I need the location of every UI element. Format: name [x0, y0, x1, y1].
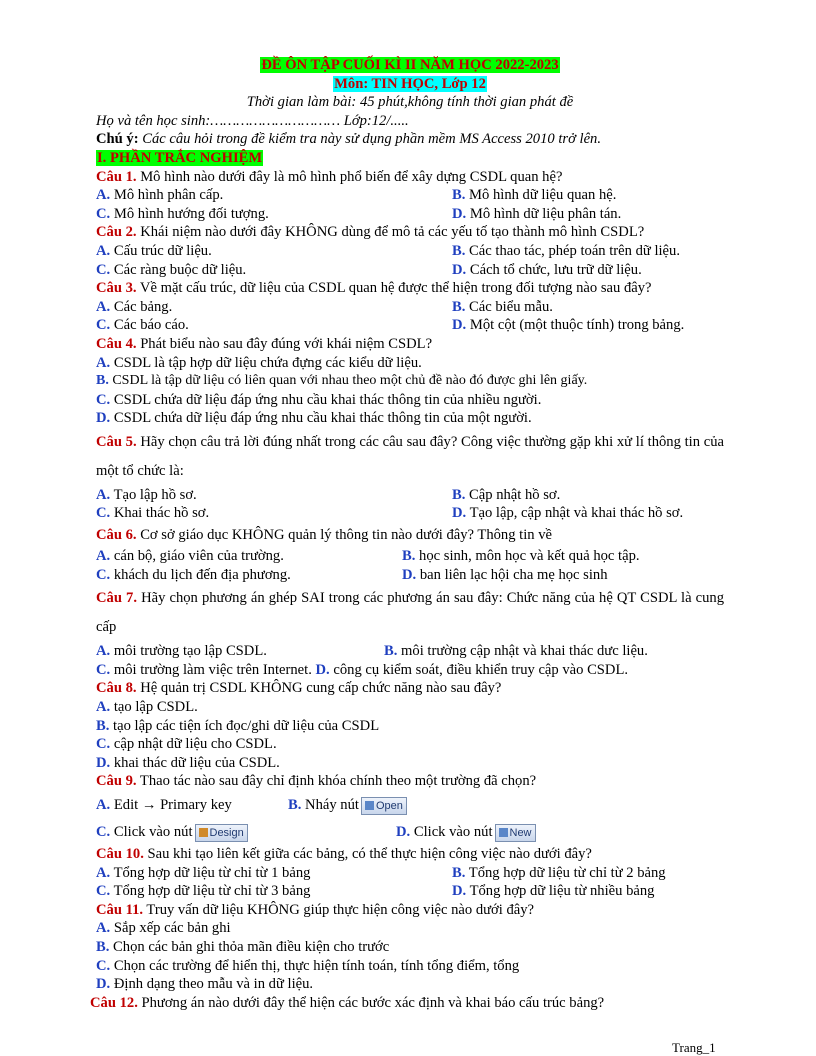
option-label: D. — [452, 205, 467, 222]
new-button-image — [495, 824, 536, 842]
option-label: C. — [96, 505, 111, 522]
open-button-label: Open — [375, 799, 403, 812]
q10-options-cd — [96, 882, 724, 901]
question-number: Câu 2. — [96, 224, 137, 241]
option-label: B. — [402, 548, 416, 565]
option-c: Khai thác hồ sơ. — [113, 505, 210, 522]
design-icon — [199, 828, 208, 837]
option-label: B. — [452, 187, 466, 204]
option-a: Tạo lập hồ sơ. — [113, 486, 197, 503]
option-b: Nháy nút — [305, 797, 359, 813]
question-9 — [96, 772, 724, 791]
note-label: Chú ý: — [96, 131, 139, 148]
q4-option-b — [96, 372, 724, 391]
question-number: Câu 5. — [96, 433, 137, 450]
option-label: D. — [452, 317, 467, 334]
q10-options-ab — [96, 864, 724, 883]
question-text: Hãy chọn phương án ghép SAI trong các phương án sau đây: Chức năng của hệ QT CSDL là cung cấp — [96, 590, 725, 636]
option-a: Tổng hợp dữ liệu từ chỉ từ 1 bảng — [113, 864, 311, 881]
option-d: Định dạng theo mẫu và in dữ liệu. — [113, 976, 314, 993]
option-c: Chọn các trường để hiển thị, thực hiện tính toán, tính tổng điểm, tổng — [113, 957, 520, 974]
option-a: Cấu trúc dữ liệu. — [113, 242, 212, 259]
q11-option-c — [96, 957, 724, 976]
q6-options-ab — [96, 547, 724, 566]
question-number: Câu 8. — [96, 680, 137, 697]
open-button-image — [361, 797, 407, 815]
option-c: cập nhật dữ liệu cho CSDL. — [113, 736, 277, 753]
option-b: Các thao tác, phép toán trên dữ liệu. — [469, 242, 680, 259]
exam-page — [90, 56, 725, 1012]
question-2 — [96, 223, 724, 242]
option-d: công cụ kiểm soát, điều khiển truy cập vào CSDL. — [333, 661, 629, 678]
new-button-label: New — [509, 826, 532, 839]
q2-options-ab — [96, 242, 724, 261]
option-label: D. — [315, 661, 330, 678]
q3-options-cd — [96, 316, 724, 335]
option-d: Một cột (một thuộc tính) trong bảng. — [469, 317, 685, 334]
page-number: Trang_1 — [672, 1040, 716, 1055]
option-label: C. — [96, 661, 111, 678]
option-label: C. — [96, 824, 111, 840]
question-text: Cơ sở giáo dục KHÔNG quản lý thông tin nào dưới đây? Thông tin về — [136, 527, 552, 544]
option-d: Tổng hợp dữ liệu từ nhiều bảng — [469, 883, 655, 900]
question-8 — [96, 679, 724, 698]
option-d: Mô hình dữ liệu phân tán. — [469, 205, 622, 222]
option-c: Các ràng buộc dữ liệu. — [113, 261, 247, 278]
option-label: B. — [452, 298, 466, 315]
option-label: B. — [96, 373, 109, 389]
question-5 — [96, 428, 724, 486]
q11-option-b — [96, 938, 724, 957]
q11-option-d — [96, 975, 724, 994]
exam-time: Thời gian làm bài: 45 phút,không tính thời gian phát đề — [246, 94, 574, 111]
option-label: B. — [452, 864, 466, 881]
q4-option-d — [96, 409, 724, 428]
option-label: C. — [96, 957, 111, 974]
q2-options-cd — [96, 261, 724, 280]
option-b: Cập nhật hồ sơ. — [469, 486, 561, 503]
q4-option-a — [96, 354, 724, 373]
q9-options-ab — [96, 791, 724, 819]
option-a: Các bảng. — [113, 298, 173, 315]
option-label: C. — [96, 736, 111, 753]
option-label: C. — [96, 205, 111, 222]
question-text: Phương án nào dưới đây thể hiện các bước xác định và khai báo cấu trúc bảng? — [137, 994, 605, 1011]
question-number: Câu 3. — [96, 280, 137, 297]
question-number: Câu 1. — [96, 168, 137, 185]
q8-option-d — [96, 754, 724, 773]
option-a: cán bộ, giáo viên của trường. — [113, 548, 284, 565]
exam-title-line — [96, 56, 724, 75]
option-label: D. — [96, 754, 111, 771]
design-button-label: Design — [209, 826, 244, 839]
folder-icon — [365, 801, 374, 810]
option-label: C. — [96, 883, 111, 900]
q7-options-ab — [96, 642, 724, 661]
question-6 — [96, 523, 724, 547]
q7-options-cd — [96, 661, 724, 680]
q6-options-cd — [96, 566, 724, 585]
question-text: Về mặt cấu trúc, dữ liệu của CSDL quan hệ được thể hiện trong đối tượng nào sau đây? — [136, 280, 652, 297]
option-d: Click vào nút — [413, 824, 493, 840]
option-label: B. — [96, 717, 110, 734]
option-b: Tổng hợp dữ liệu từ chỉ từ 2 bảng — [468, 864, 666, 881]
option-label: A. — [96, 298, 111, 315]
option-a: Mô hình phân cấp. — [113, 187, 224, 204]
option-label: C. — [96, 317, 111, 334]
option-b: Mô hình dữ liệu quan hệ. — [469, 187, 617, 204]
option-label: B. — [96, 938, 110, 955]
design-button-image — [195, 824, 248, 842]
option-a: Sắp xếp các bản ghi — [113, 920, 231, 937]
option-label: A. — [96, 354, 111, 371]
question-12 — [90, 994, 724, 1013]
option-b: môi trường cập nhật và khai thác dưc liệu. — [401, 643, 648, 660]
question-3 — [96, 279, 724, 298]
option-label: A. — [96, 548, 111, 565]
question-number: Câu 9. — [96, 773, 137, 790]
option-label: A. — [96, 242, 111, 259]
exam-subject: Môn: TIN HỌC, Lớp 12 — [334, 75, 486, 92]
question-text: Khái niệm nào dưới đây KHÔNG dùng để mô tả các yếu tố tạo thành mô hình CSDL? — [136, 224, 645, 241]
question-number: Câu 4. — [96, 335, 137, 352]
option-label: D. — [96, 976, 111, 993]
option-label: A. — [96, 920, 111, 937]
option-b: học sinh, môn học và kết quả học tập. — [419, 548, 640, 565]
option-label: D. — [396, 824, 411, 840]
option-label: D. — [452, 261, 467, 278]
question-number: Câu 12. — [90, 994, 138, 1011]
q3-options-ab — [96, 298, 724, 317]
q11-option-a — [96, 919, 724, 938]
option-label: A. — [96, 864, 111, 881]
option-c: CSDL chứa dữ liệu đáp ứng nhu cầu khai thác thông tin của nhiều người. — [113, 391, 542, 408]
q8-option-b — [96, 717, 724, 736]
option-b: tạo lập các tiện ích đọc/ghi dữ liệu của CSDL — [113, 717, 380, 734]
question-11 — [96, 901, 724, 920]
option-label: C. — [96, 261, 111, 278]
question-number: Câu 11. — [96, 901, 144, 918]
option-label: A. — [96, 486, 111, 503]
option-label: B. — [452, 486, 466, 503]
option-label: A. — [96, 643, 111, 660]
question-text: Thao tác nào sau đây chỉ định khóa chính theo một trường đã chọn? — [136, 773, 537, 790]
question-number: Câu 7. — [96, 590, 137, 607]
option-label: B. — [384, 643, 398, 660]
option-a: môi trường tạo lập CSDL. — [113, 643, 267, 660]
new-table-icon — [499, 828, 508, 837]
question-text: Mô hình nào dưới đây là mô hình phổ biến để xây dựng CSDL quan hệ? — [136, 168, 563, 185]
q4-option-c — [96, 391, 724, 410]
question-text: Hệ quản trị CSDL KHÔNG cung cấp chức năng nào sau đây? — [136, 680, 502, 697]
q1-options-cd — [96, 205, 724, 224]
question-text: Phát biểu nào sau đây đúng với khái niệm CSDL? — [136, 335, 433, 352]
question-10 — [96, 845, 724, 864]
option-label: D. — [452, 883, 467, 900]
option-label: A. — [96, 797, 111, 813]
option-a: Edit → Primary key — [113, 797, 232, 813]
option-c: Mô hình hướng đối tượng. — [113, 205, 269, 222]
q8-option-a — [96, 698, 724, 717]
option-label: A. — [96, 699, 111, 716]
option-label: D. — [452, 505, 467, 522]
option-c: Click vào nút — [113, 824, 193, 840]
option-label: D. — [402, 566, 417, 583]
subject-line — [96, 75, 724, 94]
question-text: Sau khi tạo liên kết giữa các bảng, có thể thực hiện công việc nào dưới đây? — [143, 846, 592, 862]
option-c: môi trường làm việc trên Internet. — [113, 661, 312, 678]
student-info: Họ và tên học sinh:………………………… Lớp:12/..... — [96, 112, 409, 129]
option-d: ban liên lạc hội cha mẹ học sinh — [419, 566, 608, 583]
question-1 — [96, 168, 724, 187]
question-number: Câu 10. — [96, 846, 144, 862]
q5-options-cd — [96, 504, 724, 523]
exam-note — [96, 130, 724, 149]
option-label: D. — [96, 410, 111, 427]
option-d: Tạo lập, cập nhật và khai thác hồ sơ. — [469, 505, 684, 522]
option-label: C. — [96, 566, 111, 583]
option-b: CSDL là tập dữ liệu có liên quan với nhau theo một chủ đề nào đó được ghi lên giấy. — [112, 373, 588, 389]
question-number: Câu 6. — [96, 527, 137, 544]
option-label: C. — [96, 391, 111, 408]
q8-option-c — [96, 735, 724, 754]
question-text: Hãy chọn câu trả lời đúng nhất trong các câu sau đây? Công việc thường gặp khi xử lí thông tin của một tổ chức là: — [96, 433, 724, 479]
option-b: Chọn các bản ghi thỏa mãn điều kiện cho trước — [113, 938, 390, 955]
option-d: Cách tổ chức, lưu trữ dữ liệu. — [469, 261, 642, 278]
option-d: khai thác dữ liệu của CSDL. — [113, 754, 280, 771]
question-text: Truy vấn dữ liệu KHÔNG giúp thực hiện công việc nào dưới đây? — [143, 901, 535, 918]
option-b: Các biểu mẫu. — [469, 298, 553, 315]
q1-options-ab — [96, 186, 724, 205]
option-c: khách du lịch đến địa phương. — [113, 566, 291, 583]
section-heading-line — [96, 149, 724, 168]
option-a: tạo lập CSDL. — [113, 699, 198, 716]
option-c: Tổng hợp dữ liệu từ chỉ từ 3 bảng — [113, 883, 311, 900]
option-label: A. — [96, 187, 111, 204]
question-7 — [96, 584, 724, 642]
q5-options-ab — [96, 486, 724, 505]
exam-title: ĐỀ ÔN TẬP CUỐI KÌ II NĂM HỌC 2022-2023 — [261, 57, 559, 73]
option-a: CSDL là tập hợp dữ liệu chứa đựng các kiểu dữ liệu. — [113, 354, 422, 371]
option-label: B. — [452, 242, 466, 259]
option-c: Các báo cáo. — [113, 317, 189, 334]
question-4 — [96, 335, 724, 354]
note-text: Các câu hỏi trong đề kiểm tra này sử dụng phần mềm MS Access 2010 trở lên. — [138, 131, 601, 148]
section-heading: I. PHẦN TRẮC NGHIỆM — [97, 149, 263, 166]
option-label: B. — [288, 797, 302, 813]
q9-options-cd — [96, 819, 724, 845]
option-d: CSDL chứa dữ liệu đáp ứng nhu cầu khai thác thông tin của một người. — [113, 410, 532, 427]
